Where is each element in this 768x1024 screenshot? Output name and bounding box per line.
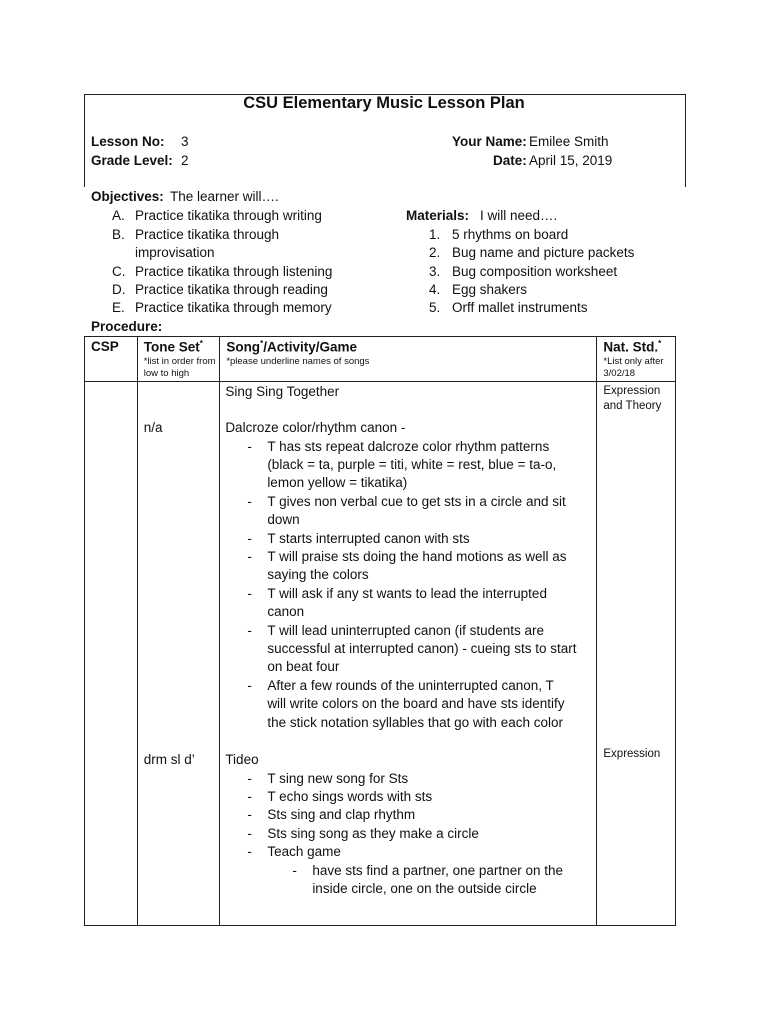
dalcroze-step-line: After a few rounds of the uninterrupted canon, T [267,677,554,693]
material-text: Bug composition worksheet [452,264,618,279]
material-number: 2. [429,245,441,260]
bullet-dash: - [247,825,252,841]
bullet-dash: - [247,548,252,564]
objective-text: Practice tikatika through writing [135,208,322,223]
objective-item [112,227,279,242]
bullet-dash: - [247,770,252,786]
objective-letter: A. [112,208,125,223]
tone-set-cell [137,382,220,926]
song-header-label [226,339,357,355]
dalcroze-step-line: lemon yellow = tikatika) [267,475,408,491]
procedure-header-row [85,337,676,382]
material-number: 1. [429,227,441,242]
tone-set-header [137,337,220,382]
material-number: 3. [429,264,441,279]
bullet-dash: - [247,530,252,546]
dalcroze-step-line: T has sts repeat dalcroze color rhythm patterns [267,438,550,454]
bullet-dash: - [292,862,297,878]
objective-item [112,300,332,315]
materials-intro: I will need…. [480,208,558,223]
song-note: *please underline names of songs [226,356,370,367]
material-text: Bug name and picture packets [452,245,635,260]
grade-level-label: Grade Level: [91,153,173,168]
grade-level-value: 2 [181,153,189,168]
objective-item-continued: improvisation [135,245,215,260]
song-star: * [260,339,264,348]
objective-item [112,208,322,223]
tideo-step-line: T echo sings words with sts [267,788,433,804]
tideo-substep-line: inside circle, one on the outside circle [312,880,537,896]
bullet-dash: - [247,788,252,804]
date-label: Date: [493,153,527,168]
material-text: Egg shakers [452,282,528,297]
objective-text: Practice tikatika through memory [135,300,332,315]
page-title: CSU Elementary Music Lesson Plan [243,94,525,112]
nat-std-star: * [658,339,662,348]
nat-std-header-label [603,339,661,355]
nat-std-cell [597,382,676,926]
objective-text: Practice tikatika through reading [135,282,328,297]
objective-letter: E. [112,300,125,315]
your-name-label: Your Name: [452,134,527,149]
tideo-title: Tideo [225,752,259,767]
material-item [429,282,527,297]
tone-set-title: Tone Set [143,339,200,355]
dalcroze-step-line: (black = ta, purple = titi, white = rest, blue = ta-o, [267,456,557,472]
lesson-no-value: 3 [181,134,189,149]
csp-header-label: CSP [91,339,119,354]
warmup-song: Sing Sing Together [225,384,340,399]
dalcroze-step-line: successful at interrupted canon) - cueing sts to start [267,640,577,656]
material-number: 5. [429,300,441,315]
material-item [429,245,634,260]
objective-letter: B. [112,227,125,242]
material-text: 5 rhythms on board [452,227,569,242]
dalcroze-step-line: T gives non verbal cue to get sts in a circle and sit [267,493,566,509]
bullet-dash: - [247,438,252,454]
material-number: 4. [429,282,441,297]
activity-content [220,382,596,925]
standard-value: Expression [603,748,661,760]
tideo-step-line: Sts sing song as they make a circle [267,825,479,841]
standard-value: Expression and Theory [603,385,662,412]
objective-text: Practice tikatika through [135,227,280,242]
tone-set-header-label [144,339,203,355]
dalcroze-step-line: T will praise sts doing the hand motions as well as [267,548,567,564]
objective-item [112,282,328,297]
bullet-dash: - [247,677,252,693]
csp-cell [85,382,138,926]
nat-std-note: *List only after 3/02/18 [603,356,664,379]
activity-cell [220,382,597,926]
tideo-substep-line: have sts find a partner, one partner on the [312,862,563,878]
song-header [220,337,597,382]
tideo-step-line: Sts sing and clap rhythm [267,807,416,823]
bullet-dash: - [247,807,252,823]
nat-std-header [597,337,676,382]
tideo-step-line: T sing new song for Sts [267,770,409,786]
dalcroze-step-line: canon [267,604,305,620]
date-value: April 15, 2019 [529,153,613,168]
bullet-dash: - [247,493,252,509]
tone-set-note: *list in order from low to high [143,356,216,379]
dalcroze-step-line: the stick notation syllables that go with each color [267,714,563,730]
material-item [429,300,588,315]
bullet-dash: - [247,585,252,601]
dalcroze-step-line: T will ask if any st wants to lead the interrupted [267,585,547,601]
tone-set-value: drm sl d’ [143,752,195,767]
tideo-step-line: Teach game [267,844,341,860]
objectives-intro: The learner will…. [170,189,279,204]
procedure-body-row [85,382,676,926]
procedure-label: Procedure: [91,319,163,334]
objectives-label: Objectives: [91,189,164,204]
material-item [429,227,568,242]
dalcroze-step-line: saying the colors [267,567,369,583]
objective-text: Practice tikatika through listening [135,264,333,279]
your-name-value: Emilee Smith [529,134,609,149]
bullet-dash: - [247,622,252,638]
song-title-rest: /Activity/Game [263,339,357,355]
bullet-dash: - [247,844,252,860]
dalcroze-step-line: down [267,512,300,528]
dalcroze-step-line: T will lead uninterrupted canon (if students are [267,622,544,638]
lesson-no-label: Lesson No: [91,134,165,149]
dalcroze-step-line: on beat four [267,659,340,675]
objective-item [112,264,332,279]
csp-header [85,337,138,382]
objective-letter: C. [112,264,126,279]
dalcroze-step-line: will write colors on the board and have sts identify [267,696,565,712]
dalcroze-step-line: T starts interrupted canon with sts [267,530,470,546]
song-title: Song [226,339,261,355]
nat-std-title: Nat. Std. [603,339,659,355]
material-item [429,264,617,279]
procedure-table [84,336,676,926]
materials-label: Materials: [406,208,470,223]
dalcroze-title: Dalcroze color/rhythm canon - [225,420,406,435]
objective-letter: D. [112,282,126,297]
tone-set-star: * [199,339,203,348]
tone-set-value: n/a [143,420,163,435]
material-text: Orff mallet instruments [452,300,588,315]
